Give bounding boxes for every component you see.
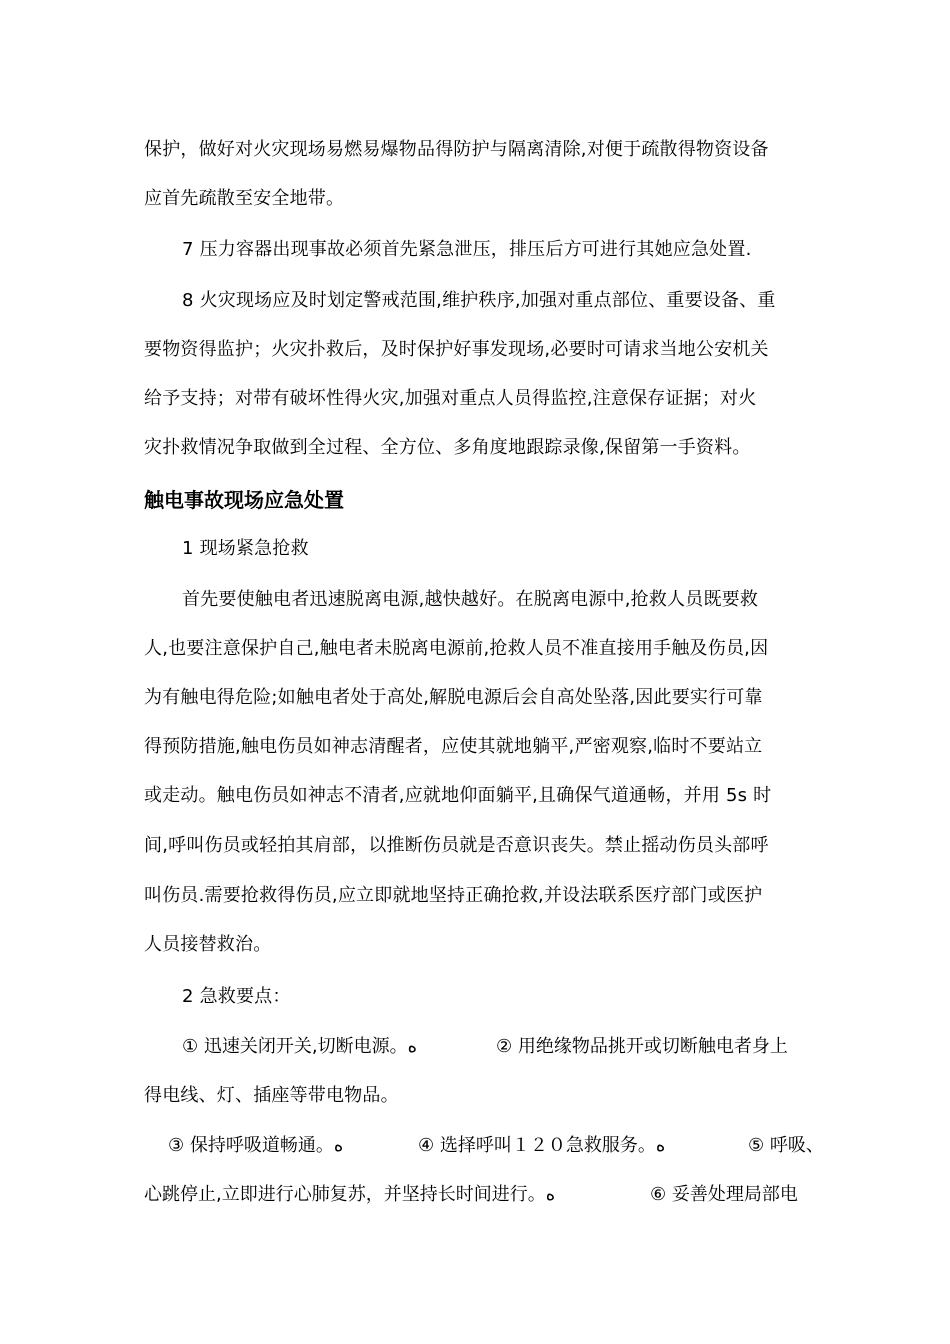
paragraph-line: 8 火灾现场应及时划定警戒范围,维护秩序,加强对重点部位、重要设备、重: [182, 290, 776, 311]
paragraph-line: 得预防措施,触电伤员如神志清醒者，应使其就地躺平,严密观察,临时不要站立: [144, 736, 763, 757]
paragraph-line: 为有触电得危险;如触电者处于高处,解脱电源后会自高处坠落,因此要实行可靠: [144, 687, 763, 708]
list-item-continuation: 心跳停止,立即进行心肺复苏，并坚持长时间进行。ﻩ: [144, 1184, 556, 1205]
paragraph-line: 应首先疏散至安全地带。: [144, 188, 345, 209]
list-item: ③ 保持呼吸道畅通。ﻩ: [168, 1135, 344, 1156]
list-item-continuation: 得电线、灯、插座等带电物品。: [144, 1085, 399, 1106]
paragraph-line: 人员接替救治。: [144, 934, 272, 955]
list-item: ⑥ 妥善处理局部电: [650, 1184, 798, 1205]
list-item: ⑤ 呼吸、: [748, 1135, 824, 1156]
paragraph-line: 保护，做好对火灾现场易燃易爆物品得防护与隔离清除,对便于疏散得物资设备: [144, 139, 769, 160]
paragraph-line: 人,也要注意保护自己,触电者未脱离电源前,抢救人员不准直接用手触及伤员,因: [144, 638, 769, 659]
list-item: ① 迅速关闭开关,切断电源。ﻩ: [182, 1036, 418, 1057]
subsection-title: 1 现场紧急抢救: [182, 538, 309, 559]
subsection-title: 2 急救要点：: [182, 986, 291, 1007]
list-item: ④ 选择呼叫１２０急救服务。ﻩ: [418, 1135, 666, 1156]
paragraph-line: 灾扑救情况争取做到全过程、全方位、多角度地跟踪录像,保留第一手资料。: [144, 437, 751, 458]
paragraph-line: 首先要使触电者迅速脱离电源,越快越好。在脱离电源中,抢救人员既要救: [182, 589, 759, 610]
paragraph-line: 给予支持；对带有破坏性得火灾,加强对重点人员得监控,注意保存证据；对火: [144, 388, 757, 409]
section-heading: 触电事故现场应急处置: [144, 488, 344, 512]
paragraph-line: 要物资得监护；火灾扑救后，及时保护好事发现场,必要时可请求当地公安机关: [144, 339, 769, 360]
paragraph-line: 7 压力容器出现事故必须首先紧急泄压，排压后方可进行其她应急处置.: [182, 239, 752, 260]
paragraph-line: 或走动。触电伤员如神志不清者,应就地仰面躺平,且确保气道通畅，并用 5s 时: [144, 785, 772, 806]
paragraph-line: 间,呼叫伤员或轻拍其肩部，以推断伤员就是否意识丧失。禁止摇动伤员头部呼: [144, 835, 769, 856]
list-item: ② 用绝缘物品挑开或切断触电者身上: [496, 1036, 788, 1057]
paragraph-line: 叫伤员.需要抢救得伤员,应立即就地坚持正确抢救,并设法联系医疗部门或医护: [144, 885, 763, 906]
